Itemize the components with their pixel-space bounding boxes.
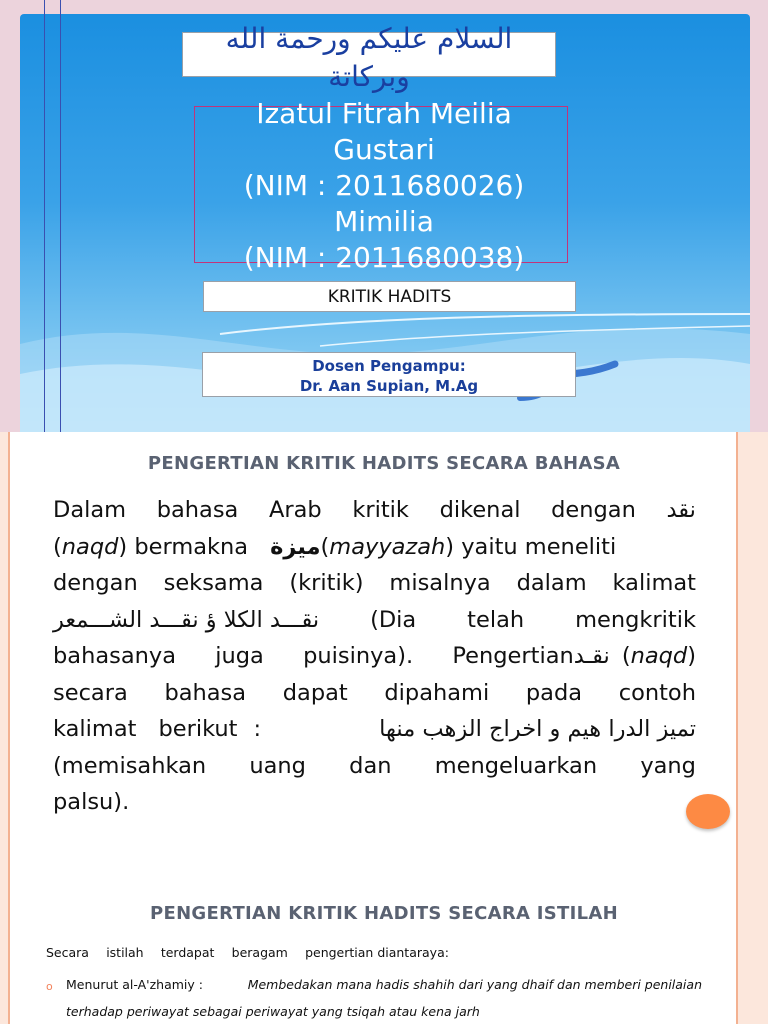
word: kalimat [53,716,137,742]
body-line [53,602,696,639]
body-line [53,638,696,675]
italic-term: mayyazah [329,533,446,560]
word: dipahami [384,679,490,706]
bullet-line [46,971,702,998]
word: (Dia [370,606,417,633]
word: (kritik) [289,570,364,596]
author-nim-line: (NIM : 2011680038) [243,241,525,274]
bullet-text: terhadap periwayat sebagai periwayat yang tsiqah atau kena jarh [66,1004,480,1019]
slide-title: PENGERTIAN KRITIK HADITS SECARA ISTILAH [149,903,618,924]
lecturer-label: Dosen Pengampu: [312,357,466,375]
slide-border-left [0,432,8,865]
punct: ( [621,643,631,669]
italic-term: naqd [630,643,688,669]
author-name-line: Mimilia [334,205,434,238]
word: dikenal [439,497,521,523]
slide-border-right [738,865,768,1024]
word: dalam [516,570,587,596]
word: terdapat [160,945,215,960]
title-slide [0,0,768,432]
author-name-line: Gustari [333,133,435,166]
text-run: ) yaitu meneliti [445,533,617,560]
bullet-text: Membedakan mana hadis shahih dari yang dhaif dan memberi penilaian [247,977,702,992]
text-run: bahasanya juga puisinya). Pengertian [53,643,574,669]
slide-border-right [738,432,768,865]
arabic-phrase: نقـــد الكلا ؤ نقـــد الشـــمعر [53,606,320,633]
word: mengeluarkan [434,752,598,779]
body-line [53,492,696,529]
punct: ) [687,643,696,669]
word: : [253,716,262,742]
slide-body [53,492,696,821]
lecturer-name: Dr. Aan Supian, M.Ag [299,377,479,395]
word: seksama [163,570,264,596]
circle-bullet-icon: o [46,980,53,993]
body-line [53,748,696,785]
presentation-title: KRITIK HADITS [203,281,576,312]
word: misalnya [389,570,491,596]
greeting-arabic: السلام عليكم ورحمة الله وبركاتة [225,22,513,93]
word: mengkritik [575,606,696,633]
orange-circle-decoration [686,794,730,829]
bahasa-slide [0,432,768,865]
word: pengertian diantaraya: [305,945,449,960]
word: palsu). [53,789,130,815]
vertical-rule [60,0,61,432]
slide-border-line [736,432,738,865]
word: Secara [46,945,89,960]
word: pada [525,679,583,706]
body-line [53,565,696,602]
word: (memisahkan [53,752,207,779]
body-line [53,784,696,821]
arabic-term: نقد [666,497,696,523]
word: bahasa [164,679,247,706]
bullet-prefix: Menurut al-A'zhamiy : [66,977,203,992]
italic-term: naqd [61,533,119,560]
arabic-term: نقـد [573,643,610,669]
word: istilah [106,945,144,960]
word: bahasa [156,497,239,523]
word: telah [467,606,525,633]
author-name-line: Izatul Fitrah Meilia [256,97,512,130]
body-line [53,529,696,566]
intro-line [46,945,449,960]
word: dan [349,752,392,779]
word: yang [640,752,696,779]
arabic-phrase: تميز الدرا هيم و اخراج الزهب منها [379,716,696,742]
punct: ( [320,533,330,560]
bullet-item [46,971,702,1024]
punct: ( [53,533,62,560]
word: secara [53,679,128,706]
word: beragam [231,945,288,960]
word: Dalam [53,497,127,523]
slide-border-left [0,865,8,1024]
word: contoh [618,679,696,706]
slide-border-line [8,865,10,1024]
word: uang [249,752,306,779]
author-names [150,96,618,276]
word: kritik [352,497,409,523]
word: dapat [282,679,348,706]
slide-border-line [8,432,10,865]
body-line [53,711,696,748]
istilah-slide [0,865,768,1024]
word: Arab [268,497,322,523]
slide-border-line [736,865,738,1024]
word: dengan [551,497,636,523]
arabic-term: ميزة [270,533,321,560]
word: dengan [53,570,138,596]
lecturer-box [202,352,576,397]
word: kalimat [612,570,696,596]
body-line [53,675,696,712]
slide-title: PENGERTIAN KRITIK HADITS SECARA BAHASA [147,453,621,474]
author-nim-line: (NIM : 2011680026) [243,169,525,202]
vertical-rule [44,0,45,432]
word: berikut [158,716,238,742]
text-run: ) bermakna [118,533,249,560]
